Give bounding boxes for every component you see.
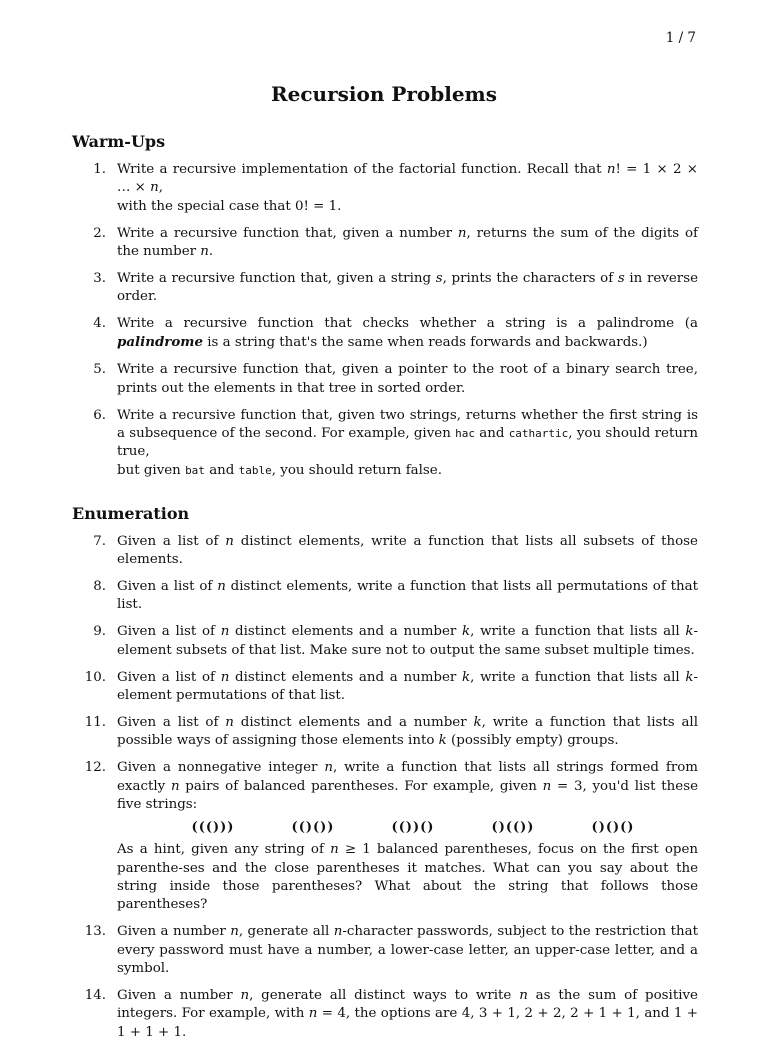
code-text: hac bbox=[455, 427, 475, 440]
paren-string: (()()) bbox=[291, 820, 335, 836]
math-var: k bbox=[685, 624, 694, 640]
problem-number: 5. bbox=[93, 362, 106, 378]
problem-text: distinct elements and a number bbox=[233, 715, 474, 731]
problem-number: 9. bbox=[93, 624, 106, 640]
section-heading-warm-ups: Warm-Ups bbox=[72, 132, 166, 151]
problem-text: , you should return true, bbox=[117, 426, 703, 460]
math-var: n bbox=[240, 987, 250, 1003]
problem-text: -character passwords, subject to the restriction that every password must have a number, a lower-case letter, an upper-case letter, and a symbol. bbox=[117, 924, 703, 976]
problem-7 bbox=[72, 533, 703, 570]
code-text: bat bbox=[185, 463, 205, 477]
math-var: n bbox=[217, 579, 226, 595]
math-var: k bbox=[685, 669, 694, 685]
problem-text: , write a function that lists all bbox=[470, 669, 686, 685]
problem-text: = 3, you'd list these five strings: bbox=[117, 778, 703, 812]
problem-number: 6. bbox=[93, 407, 106, 423]
problem-text: in reverse order. bbox=[117, 270, 703, 305]
problem-10 bbox=[72, 669, 698, 706]
math-var: n bbox=[330, 842, 339, 858]
math-var: n bbox=[308, 1006, 318, 1022]
problem-text: distinct elements and a number bbox=[229, 624, 462, 640]
code-text: table bbox=[238, 463, 272, 477]
problem-12 bbox=[72, 759, 703, 914]
problem-text: , generate all bbox=[238, 924, 334, 940]
problem-text: Given a list of bbox=[117, 579, 218, 595]
problem-number: 10. bbox=[84, 669, 106, 685]
problem-number: 13. bbox=[84, 924, 106, 940]
problem-text: Write a recursive function that, given a number bbox=[117, 225, 458, 241]
math-var: n bbox=[542, 778, 552, 794]
problem-5 bbox=[72, 361, 703, 398]
problem-text: Write a recursive implementation of the factorial function. Recall that bbox=[117, 162, 607, 177]
math-var: n bbox=[230, 924, 239, 940]
paren-string: (())() bbox=[391, 820, 435, 836]
problem-text: , write a function that lists all possible ways of assigning those elements into bbox=[117, 715, 703, 749]
problem-text: Given a list of bbox=[117, 624, 221, 640]
problem-text: (possibly empty) groups. bbox=[446, 733, 619, 749]
problem-text: Given a number bbox=[117, 987, 241, 1003]
problem-text: , bbox=[158, 180, 164, 196]
math-var: n bbox=[150, 180, 159, 196]
problem-text: Given a list of bbox=[117, 715, 226, 731]
problem-text: Given a list of bbox=[117, 533, 226, 549]
paren-string: ((())) bbox=[191, 820, 235, 836]
problem-number: 2. bbox=[93, 225, 106, 241]
math-var: n bbox=[225, 715, 234, 731]
problem-text: and bbox=[204, 462, 239, 478]
problem-number: 11. bbox=[84, 715, 106, 731]
problem-text: is a string that's the same when reads forwards and backwards.) bbox=[203, 335, 648, 351]
problem-9 bbox=[72, 623, 698, 660]
hint-text: ≥ 1 balanced parentheses, focus on the first open parenthe-ses and the close parentheses it matches. What can you say about the string inside those parentheses? What about the string that follows those parentheses? bbox=[117, 842, 703, 913]
problem-text: Write a recursive function that checks whether a string is a palindrome (a bbox=[117, 316, 703, 332]
problem-text: , write a function that lists all strings formed from exactly bbox=[117, 760, 703, 794]
problem-text: Given a number bbox=[117, 924, 231, 940]
problem-text: = 4, the options are 4, 3 + 1, 2 + 2, 2 + 1 + 1, and 1 + 1 + 1 + 1. bbox=[117, 1006, 703, 1040]
problem-text: pairs of balanced parentheses. For example, given bbox=[179, 778, 543, 794]
math-var: k bbox=[473, 715, 482, 731]
math-var: k bbox=[438, 733, 447, 749]
problem-text: distinct elements and a number bbox=[229, 669, 462, 685]
problem-text: ! = 1 × 2 × … × bbox=[117, 162, 703, 196]
math-var: n bbox=[170, 778, 180, 794]
problem-text: but given bbox=[117, 462, 186, 478]
document-body bbox=[72, 132, 703, 1051]
page-number: 1 / 7 bbox=[665, 30, 696, 46]
math-var: k bbox=[462, 669, 471, 685]
math-var: s bbox=[617, 270, 625, 286]
problem-8 bbox=[72, 578, 703, 615]
problem-text: , returns the sum of the digits of the number bbox=[117, 225, 703, 259]
problem-text: , write a function that lists all bbox=[470, 624, 686, 640]
problem-text: , you should return false. bbox=[271, 462, 442, 478]
problem-text: Write a recursive function that, given two strings, returns whether the first string is a subsequence of the second. For example, given bbox=[117, 407, 703, 441]
parentheses-examples bbox=[163, 819, 663, 837]
problem-text: , prints the characters of bbox=[442, 270, 618, 286]
math-var: n bbox=[606, 162, 616, 177]
math-var: n bbox=[457, 225, 467, 241]
problem-11 bbox=[72, 714, 703, 751]
problem-text: . bbox=[208, 243, 214, 259]
problem-2 bbox=[72, 225, 703, 262]
math-var: n bbox=[324, 760, 333, 776]
math-var: n bbox=[519, 987, 528, 1003]
problem-number: 7. bbox=[93, 533, 106, 549]
problem-text: distinct elements, write a function that lists all subsets of those elements. bbox=[117, 533, 703, 568]
math-var: k bbox=[462, 624, 471, 640]
paren-string: ()()() bbox=[591, 820, 635, 836]
problem-text: -element subsets of that list. Make sure not to output the same subset multiple times. bbox=[117, 624, 698, 658]
term-emphasis: palindrome bbox=[117, 334, 203, 351]
problem-number: 12. bbox=[84, 760, 106, 776]
problem-3 bbox=[72, 270, 703, 307]
problem-6 bbox=[72, 407, 703, 480]
problem-text: as the sum of positive integers. For example, with bbox=[117, 987, 703, 1022]
problem-number: 4. bbox=[93, 316, 106, 332]
problem-text: Write a recursive function that, given a string bbox=[117, 270, 436, 286]
problem-text: Given a nonnegative integer bbox=[117, 760, 325, 776]
problem-text: -element permutations of that list. bbox=[117, 669, 698, 704]
hint-text: As a hint, given any string of bbox=[117, 842, 331, 858]
problem-text: Write a recursive function that, given a pointer to the root of a binary search tree, prints out the elements in that tree in sorted order. bbox=[117, 362, 703, 396]
math-var: n bbox=[225, 533, 234, 549]
problem-14 bbox=[72, 987, 703, 1042]
section-heading-enumeration: Enumeration bbox=[72, 503, 190, 523]
problem-text: , generate all distinct ways to write bbox=[249, 987, 520, 1003]
math-var: n bbox=[333, 924, 343, 940]
page-title: Recursion Problems bbox=[271, 82, 497, 106]
math-var: s bbox=[435, 270, 443, 286]
math-var: n bbox=[200, 243, 209, 259]
problem-text: with the special case that 0! = 1. bbox=[117, 198, 342, 214]
math-var: n bbox=[220, 669, 230, 685]
math-var: n bbox=[220, 624, 230, 640]
paren-string: ()(()) bbox=[491, 820, 535, 836]
problem-text: and bbox=[474, 426, 509, 441]
problem-4 bbox=[72, 315, 703, 353]
code-text: cathartic bbox=[508, 427, 569, 440]
problem-text: distinct elements, write a function that lists all permutations of that list. bbox=[117, 579, 703, 613]
problem-number: 1. bbox=[93, 162, 106, 177]
problem-number: 14. bbox=[84, 987, 106, 1003]
problem-13 bbox=[72, 923, 703, 978]
problem-number: 3. bbox=[93, 270, 106, 286]
problem-1 bbox=[72, 161, 703, 216]
problem-text: Given a list of bbox=[117, 669, 221, 685]
problem-number: 8. bbox=[93, 579, 106, 595]
